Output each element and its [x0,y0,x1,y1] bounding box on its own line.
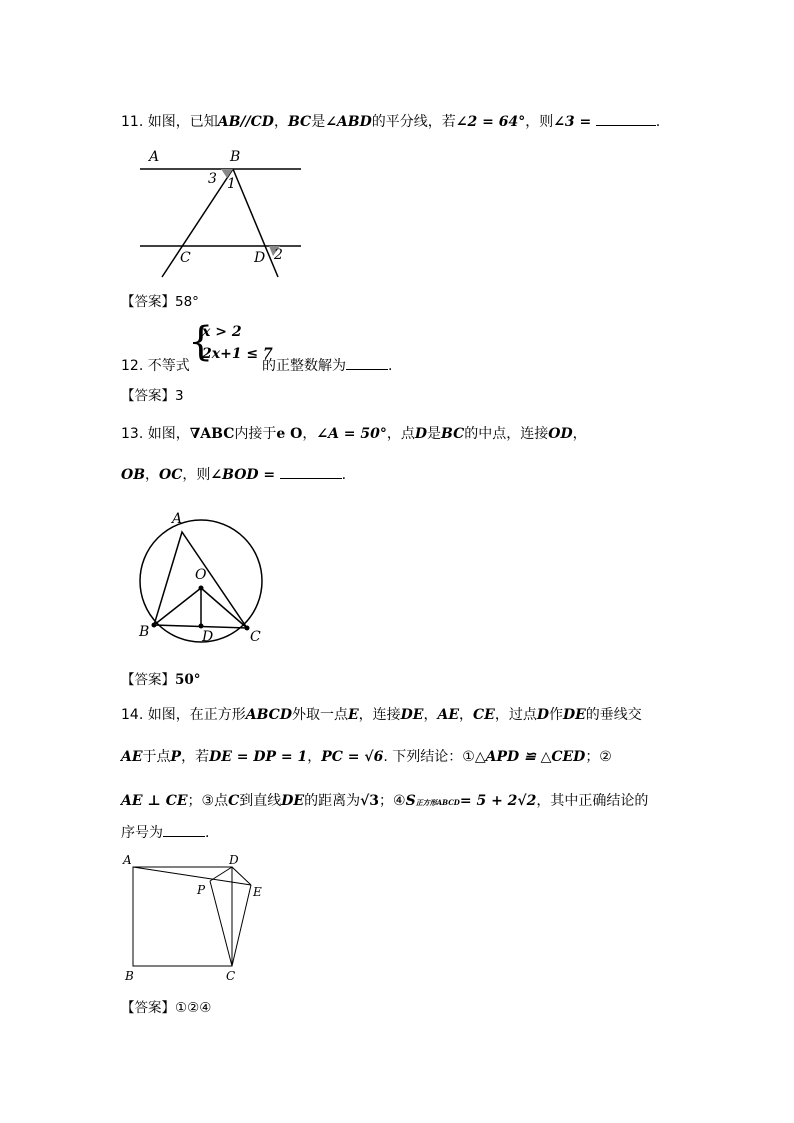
q14-number: 14. [121,707,144,723]
q14-math-13: AE ⊥ CE [121,793,188,809]
q14-text-17: ；④ [379,793,406,809]
q14-math-11: PC = √6 [321,749,384,765]
q12-answer-tag: 【答案】 [121,388,175,404]
q13-text-line2 [121,464,346,484]
q13-math-6: OD [548,426,573,442]
q11-math-2: BC [287,114,312,130]
q11-text-3: 是 [311,114,326,130]
q14-answer-value: ①②④ [175,1000,212,1016]
q14-label-a: A [123,853,132,867]
q14-text-11: ， [307,749,322,765]
q14-text-line4 [121,822,209,842]
q14-math-17-subscript: 正方形ABCD [415,798,460,807]
q13-label-a: A [172,511,183,527]
q14-math-2: E [347,707,359,723]
q11-text-4: 的平分线，若 [371,114,456,130]
q14-math-17b: = 5 + 2√2 [459,793,537,809]
q13-math-7: OB [121,467,146,483]
q13-answer [121,668,201,688]
q14-text-1: 如图，在正方形 [147,707,246,723]
q13-math-1: ∇ABC [189,426,235,442]
q14-answer [121,996,211,1016]
q14-text-13: ；② [585,749,612,765]
q14-math-16: √3 [360,793,380,809]
q11-figure [135,145,310,285]
q11-text-2: ， [273,114,288,130]
q11-math-3: ∠ABD [325,114,372,130]
q12-end: . [388,358,393,374]
q14-math-7: DE [562,707,586,723]
q13-point-o [199,586,204,591]
q13-math-2: e O [276,426,303,442]
q12-answer [121,384,184,404]
q12-text-2: 的正整数解为 [262,358,346,374]
q13-point-c [245,626,250,631]
q13-point-d [199,624,204,629]
q14-math-15: DE [281,793,305,809]
q14-text-14: ；③点 [187,793,229,809]
q11-answer-blank [596,111,656,126]
q11-label-c: C [180,250,191,266]
q11-label-a: A [149,149,160,165]
q14-text-15: 到直线 [239,793,282,809]
q13-answer-blank [280,464,342,479]
q13-text-3: ， [302,426,317,442]
q14-math-6: D [536,707,549,723]
q13-answer-tag: 【答案】 [121,672,175,688]
q14-answer-blank [163,822,205,837]
q12-number: 12. [121,358,144,374]
q13-text-line1 [121,423,587,443]
q13-math-5: BC [441,426,465,442]
q11-answer [121,290,199,310]
q12-text-tail [262,355,392,375]
q14-text-3: ，连接 [358,707,401,723]
q14-text-8: 的垂线交 [585,707,642,723]
q14-math-9: P [170,749,182,765]
q12-text [121,355,190,375]
q13-label-o: O [195,567,207,583]
q13-math-3: ∠A = 50° [316,426,387,442]
q13-math-9: ∠BOD = [210,467,276,483]
q13-text-4: ，点 [386,426,415,442]
q14-text-6: ，过点 [494,707,537,723]
q14-text-10: ，若 [181,749,210,765]
q14-label-p: P [197,883,206,897]
q13-math-4: D [414,426,428,442]
q14-math-1: ABCD [245,707,292,723]
q13-text-9: ，则 [182,467,211,483]
q13-segment-ob [154,588,201,625]
q14-math-14: C [228,793,240,809]
q12-answer-blank [346,355,388,370]
q14-label-c: C [226,969,236,983]
q11-label-1: 1 [227,176,236,192]
q14-segment-dp [210,867,232,881]
q14-math-4: AE [437,707,459,723]
q13-text-6: 的中点，连接 [464,426,549,442]
q11-end: . [655,114,661,130]
q11-math-1: AB//CD [217,114,274,130]
q14-math-12: △APD ≌ △CED [474,749,586,765]
q11-label-d: D [254,250,266,266]
q11-math-4: ∠2 = 64° [455,114,526,130]
q14-segment-ae [133,867,251,885]
q11-math-5: ∠3 = [553,114,592,130]
q14-segment-ce [232,885,251,966]
q14-text-9: 于点 [142,749,171,765]
q14-text-4: ， [423,707,438,723]
q13-answer-value: 50° [175,672,201,688]
q11-label-2: 2 [274,247,283,263]
q11-text-5: ，则 [525,114,554,130]
q12-answer-value: 3 [175,388,184,404]
q11-text [121,111,660,131]
q14-text-18: ，其中正确结论的 [536,793,649,809]
q14-text-12: . 下列结论：① [383,749,475,765]
q14-text-19: 序号为 [121,825,163,841]
q14-text-7: 作 [548,707,563,723]
q14-label-d: D [229,853,239,867]
q11-label-b: B [230,149,241,165]
q14-answer-tag: 【答案】 [121,1000,175,1016]
q13-label-c: C [250,629,261,645]
q11-answer-tag: 【答案】 [121,294,175,310]
q14-math-10: DE = DP = 1 [209,749,308,765]
q13-text-1: 如图， [147,426,190,442]
q13-math-8: OC [159,467,183,483]
q11-label-3: 3 [208,171,217,187]
q12-text-1: 不等式 [147,358,190,374]
q11-answer-value: 58° [175,294,199,310]
q13-point-b [152,623,157,628]
q11-line-bc [162,169,233,277]
q14-math-17: S [405,793,416,809]
q13-number: 13. [121,426,144,442]
q13-text-2: 内接于 [234,426,277,442]
q14-text-line2 [121,746,612,766]
q14-math-5: CE [473,707,495,723]
q14-figure [118,848,273,988]
q11-text-1: 如图，已知 [147,114,218,130]
q13-text-7: ， [572,426,587,442]
q13-figure [130,505,275,650]
q14-text-2: 外取一点 [291,707,348,723]
q14-text-5: ， [459,707,473,723]
q11-number: 11. [121,114,144,130]
q14-square-abcd [133,867,232,966]
q14-end: . [205,825,210,841]
q14-label-e: E [253,885,262,899]
q13-end: . [341,467,347,483]
q12-inequality-2: 2x+1 ≤ 7 [202,346,273,362]
q14-math-8: AE [121,749,143,765]
q14-text-line1 [121,704,642,724]
q14-label-b: B [125,969,134,983]
q13-label-d: D [202,629,214,645]
q12-inequality-1: x > 2 [202,324,242,340]
q14-math-3: DE [400,707,424,723]
q14-segment-pc [210,881,232,966]
q14-text-line3 [121,790,648,810]
q13-text-5: 是 [427,426,442,442]
q12-brace: { [188,319,214,365]
q14-text-16: 的距离为 [304,793,361,809]
q13-text-8: ， [145,467,160,483]
q13-label-b: B [139,624,150,640]
